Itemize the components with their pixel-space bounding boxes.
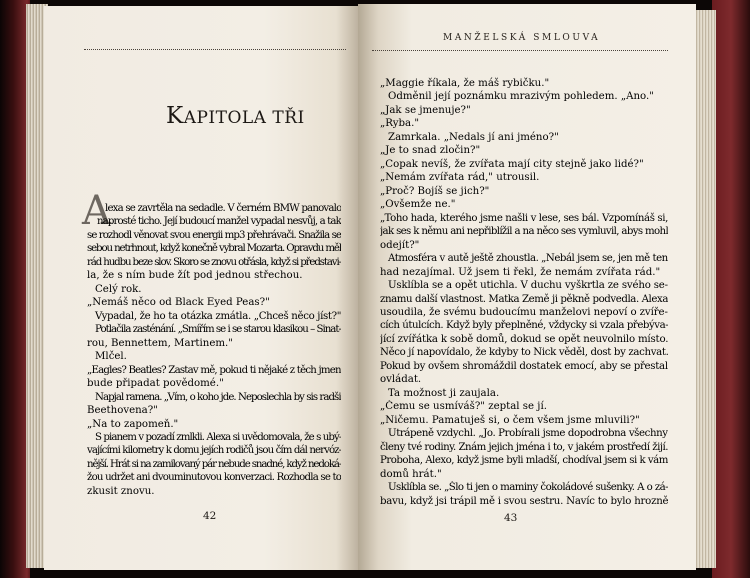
text-line: Zamrkala. „Nedals jí ani jméno?": [388, 131, 559, 143]
text-line: „Ryba.": [380, 118, 420, 130]
text-line: Něco jí napovídalo, že kdyby to Nick věděl, dost by zachvat.: [380, 347, 668, 359]
page-number-right: 43: [504, 512, 518, 524]
text-line: „Na to zapomeň.": [87, 418, 179, 430]
right-page-text: [380, 77, 668, 508]
left-page-text: [87, 202, 341, 498]
text-line: „Jak se jmenuje?": [380, 104, 471, 116]
text-line: „Ovšemže ne.": [380, 199, 456, 211]
text-line: „Ničemu. Pamatuješ si, o čem všem jsme mluvili?": [380, 414, 640, 426]
text-line: Vypadal, že ho ta otázka zmátla. „Chceš něco jíst?": [95, 310, 341, 322]
text-line: had nezajímal. Už jsem ti řekl, že nemám zvířata rád.": [380, 266, 661, 278]
text-line: „Toho hada, kterého jsme našli v lese, ses bál. Vzpomínáš si,: [380, 212, 668, 224]
text-line: la, že s ním bude žít pod jednou střechou.: [87, 270, 303, 282]
text-line: členy tvé rodiny. Znám jejich jména i to, v jakém prostředí žijí.: [380, 441, 668, 453]
text-line: lexa se zavrtěla na sedadle. V černém BMW panovalo: [105, 203, 341, 214]
text-line: „Copak nevíš, že zvířata mají city stejně jako lidé?": [380, 158, 644, 170]
header-rule-right: [372, 50, 668, 51]
text-line: cích útulcích. Když byly přeplněné, vždycky si vzala přebýva-: [380, 320, 668, 332]
text-line: Utrápeně vzdychl. „Jo. Probírali jsme dopodrobna všechny: [388, 428, 668, 440]
text-line: S pianem v pozadí zmlkli. Alexa si uvědomovala, že s ubý-: [95, 431, 341, 443]
book-cover-right: [712, 0, 750, 578]
text-line: Napjal ramena. „Vím, o koho jde. Neposlechla by sis radši: [95, 391, 341, 403]
header-rule-left: [84, 49, 346, 50]
page-number-left: 42: [203, 510, 217, 522]
text-line: Atmosféra v autě ještě zhoustla. „Nebál jsem se, jen mě ten: [388, 253, 668, 265]
text-line: „Proč? Bojíš se jich?": [380, 185, 490, 197]
text-line: jící zvířátka k sobě domů, dokud se opět neuvolnilo místo.: [380, 333, 668, 345]
text-line: ovládat.: [380, 374, 422, 386]
text-line: Mlčel.: [95, 351, 127, 363]
text-line: zkusit znovu.: [87, 485, 155, 497]
text-line: „Čemu se usmíváš?" zeptal se jí.: [380, 401, 547, 413]
text-line: Ta možnost ji zaujala.: [388, 387, 500, 399]
text-line: Pokud by ovšem shromáždil dostatek emocí, aby se přestal: [380, 360, 668, 372]
text-line: Beethovena?": [87, 405, 158, 417]
text-line: bude připadat povědomé.": [87, 378, 224, 390]
text-line: se rozhodl věnovat svou energii mp3 přehrávači. Snažila se: [87, 229, 341, 241]
text-line: vajícími kilometry k domu jejích rodičů jsou čím dál nervóz-: [87, 445, 341, 457]
text-line: Odměnil její poznámku mrazivým pohledem. „Ano.": [388, 91, 654, 103]
text-line: znamu další vlastnost. Matka Země ji pěkně podvedla. Alexa: [380, 293, 668, 305]
text-line: „Nemám zvířata rád," utrousil.: [380, 172, 540, 184]
text-line: odejít?": [380, 239, 420, 251]
drop-cap: A: [82, 188, 111, 234]
text-line: jak ses k němu ani nepřiblížil a na něco ses vymluvil, abys mohl: [380, 226, 668, 238]
text-line: „Maggie říkala, že máš rybičku.": [380, 78, 550, 89]
text-line: žou udržet ani dvouminutovou konverzaci. Rozhodla se to: [87, 472, 341, 484]
text-line: bavu, když jsi trápil mě i svou sestru. Navíc to bylo hrozně: [380, 495, 668, 507]
text-line: sebou netrhnout, když konečně vybral Mozarta. Opravdu měl: [87, 243, 341, 255]
text-line: „Eagles? Beatles? Zastav mě, pokud ti nějaké z těch jmen: [87, 364, 341, 376]
running-head: MANŽELSKÁ SMLOUVA: [443, 33, 601, 43]
text-line: rád hudbu beze slov. Skoro se znovu otřásla, když si představi-: [87, 256, 341, 268]
text-line: rou, Bennettem, Martinem.": [87, 337, 233, 349]
text-line: „Je to snad zločin?": [380, 145, 481, 157]
chapter-title: [166, 103, 305, 129]
text-line: domů hrát.": [380, 468, 442, 480]
text-line: Celý rok.: [95, 283, 142, 295]
text-line: naprosté ticho. Její budoucí manžel vypadal nesvůj, a tak: [97, 216, 341, 228]
text-line: Potlačila zasténání. „Smířím se i se starou klasikou – Sinat-: [95, 324, 341, 336]
text-line: usoudila, že svému budoucímu manželovi nepoví o zvíře-: [380, 306, 668, 318]
text-line: nější. Hrát si na zamilovaný pár nebude snadné, když nedoká-: [87, 458, 341, 470]
chapter-title-initial: K: [166, 103, 184, 129]
text-line: Usklíbla se a opět utichla. V duchu vyškrtla ze svého se-: [388, 280, 668, 292]
text-line: Usklíbla se. „Šlo ti jen o maminy čokoládové sušenky. A o zá-: [388, 482, 668, 494]
chapter-title-rest: APITOLA TŘI: [183, 108, 305, 128]
text-line: „Nemáš něco od Black Eyed Peas?": [87, 297, 270, 309]
text-line: Proboha, Alexo, když jsme byli mladší, chodíval jsem si k vám: [380, 455, 668, 467]
